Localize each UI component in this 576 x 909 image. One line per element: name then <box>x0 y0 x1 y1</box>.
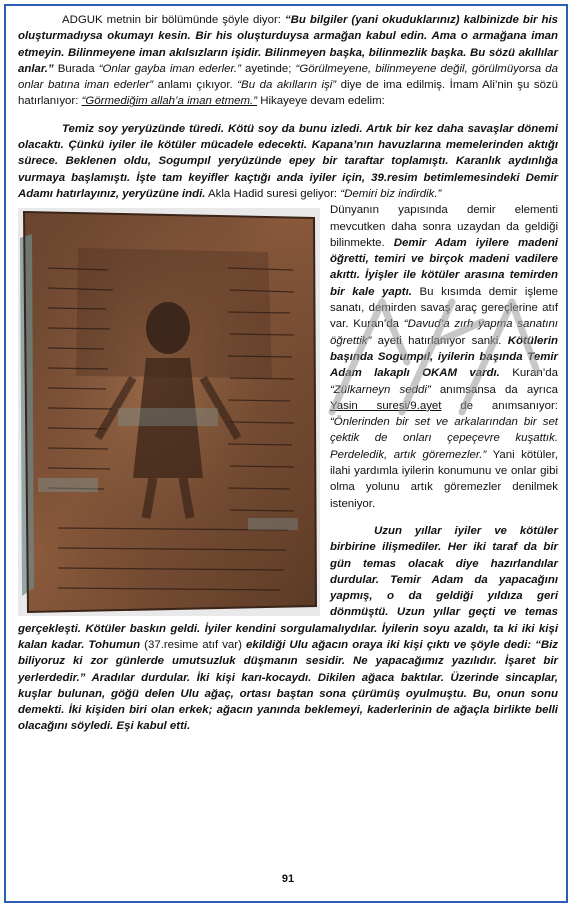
davud-text: ayeti hatırlanıyor sanki. <box>371 334 508 347</box>
manuscript-photo <box>18 208 320 616</box>
demir-intro: Dünyanın yapısında demir elementi mevcutken daha sonra uzaydan da geldiği bilinmekte. <box>330 204 558 249</box>
intro-text-4: anlamı çıkıyor. <box>153 79 238 92</box>
yasin-reference: Yasin suresi/9.ayet <box>330 399 442 412</box>
page-number: 91 <box>281 873 295 885</box>
intro-text: ADGUK metnin bir bölümünde şöyle diyor: <box>62 14 285 26</box>
demir-text: Bu kısımda demir işleme sanatı, demirden savaş araç gereçlerine atıf var. Kuran’da <box>330 285 558 331</box>
ulu-agac-bold-text: ekildiği Ulu ağacın oraya iki kişi çıktı ve şöyle dedi: “Biz biliyoruz ki zor günlerde umutsuzluk düşmanın sesidir. Ne yapacağımız yazılıdır. İşaret bir yerlerdedir.” Aradılar durdular. İki kişi karı-kocaydı. Dikilen ağaca baktılar. Üzerinde sincaplar, kuşlar bulunan, göğü delen Ulu ağaç, ortası baştan sona çürümüş oyulmuştu. Bu, onun sonu demekti. İki kişiden biri olan erkek; ağacın yanında beklemeyi, kaderlerinin de ağaçla birlikte belli olacağını söyledi. Eşi kabul etti. <box>18 638 558 733</box>
imam-ali-quote: “Görmediğim allah’a iman etmem.” <box>81 95 258 108</box>
story-bold-text: Temiz soy yeryüzünde türedi. Kötü soy da bunu izledi. Artık bir kez daha savaşlar dönemi olacaktı. Çünkü iyiler ile kötüler mücadele edecekti. Kapana’nın havuzlarına memelerinden aktığı sürece. Beklenen oldu, Sogumpıl yeryüzünde epey bir taraftar toplamıştı. Karanlık aydınlığa vurmaya başlamıştı. İşte tam keyifler kaçtığı anda iyiler için, 39.resim betimlemesindeki Demir Adamı hatırlayınız, yeryüzüne indi. <box>18 122 558 200</box>
akil-quote: “Bu da akılların işi” <box>237 79 337 92</box>
intro-quote: “Bu bilgiler (yani okuduklarınız) kalbinizde bir his oluşturmadıysa okumayı kesin. Bir his oluşturduysa armağan kabul edin. Ama o armağana iman etmeyin. Bilinmeyene iman akılsızların işidir. Bilinmeyen başka, bilinmezlik başka. Bu sözü akıllılar anlar.” <box>18 14 559 75</box>
ayet-meaning-quote: “Görülmeyene, bilinmeyene değil, görülmüyorsa da onlar batına iman ederler” <box>18 62 558 92</box>
zulkarneyn-text: anımsansa da ayrıca <box>430 383 558 396</box>
resim-reference: (37.resime atıf var) <box>140 638 246 651</box>
yasin-text: de anımsanıyor: <box>441 399 558 412</box>
conclusion-text: Yani kötüler, ilahi yardımla iyilerin konumunu ve onlar gibi olma yolunu artık göremezler denilmek isteniyor. <box>330 448 558 510</box>
hadid-intro: Akla Hadid suresi geliyor: <box>205 187 341 200</box>
temas-bold-text: Uzun yıllar iyiler ve kötüler birbirine ilişmediler. Her iki taraf da bir gün temas olacak diye hazırlandılar durdular. Temir Adam da yapacağını yapmış, o da geldiği yıldıza geri dönmüştü. Uzun yıllar geçti ve temas gerçekleşti. Kötüler baskın geldi. İyiler kendini sorgulamalıydılar. İyilerin soyu azaldı, ta ki iki kişi kalan kadar. Tohumun <box>18 524 558 651</box>
paragraph-intro <box>18 12 558 110</box>
sogumpil-bold: Kötülerin başında Sogumpıl, iyilerin başında Temir Adam lakaplı OKAM vardı. <box>330 334 558 380</box>
intro-text-2: Burada <box>53 62 99 75</box>
paragraph-gap <box>18 110 558 121</box>
ayet-quote: “Onlar gayba iman ederler.” <box>98 62 241 75</box>
yasin-quote: “Önlerinden bir set ve arkalarından bir set çektik de onları çepeçevre kuşattık. Perdeledik, artık göremezler.” <box>330 416 558 461</box>
page-content <box>18 12 558 735</box>
intro-text-6: Hikayeye devam edelim: <box>257 95 385 108</box>
kuran-text: Kuran’da <box>499 367 559 380</box>
manuscript-image <box>18 208 320 616</box>
paragraph-story-start <box>18 121 558 202</box>
hadid-quote: “Demiri biz indirdik.” <box>340 187 442 200</box>
intro-text-5: diye de ima edilmiş. İmam Ali’nin şu sözü hatırlanıyor: <box>18 79 559 108</box>
davud-quote: “Davud’a zırh yapma sanatını öğrettik” <box>330 318 558 347</box>
intro-text-3: ayetinde; <box>240 62 296 75</box>
zulkarneyn-quote: “Zülkarneyn seddi” <box>330 383 431 396</box>
demir-adam-bold: Demir Adam iyilere madeni öğretti, temiri ve birçok madeni vadilere akıttı. İyişler ile kötüler arasına temirden bir kale yaptı. <box>330 236 558 298</box>
